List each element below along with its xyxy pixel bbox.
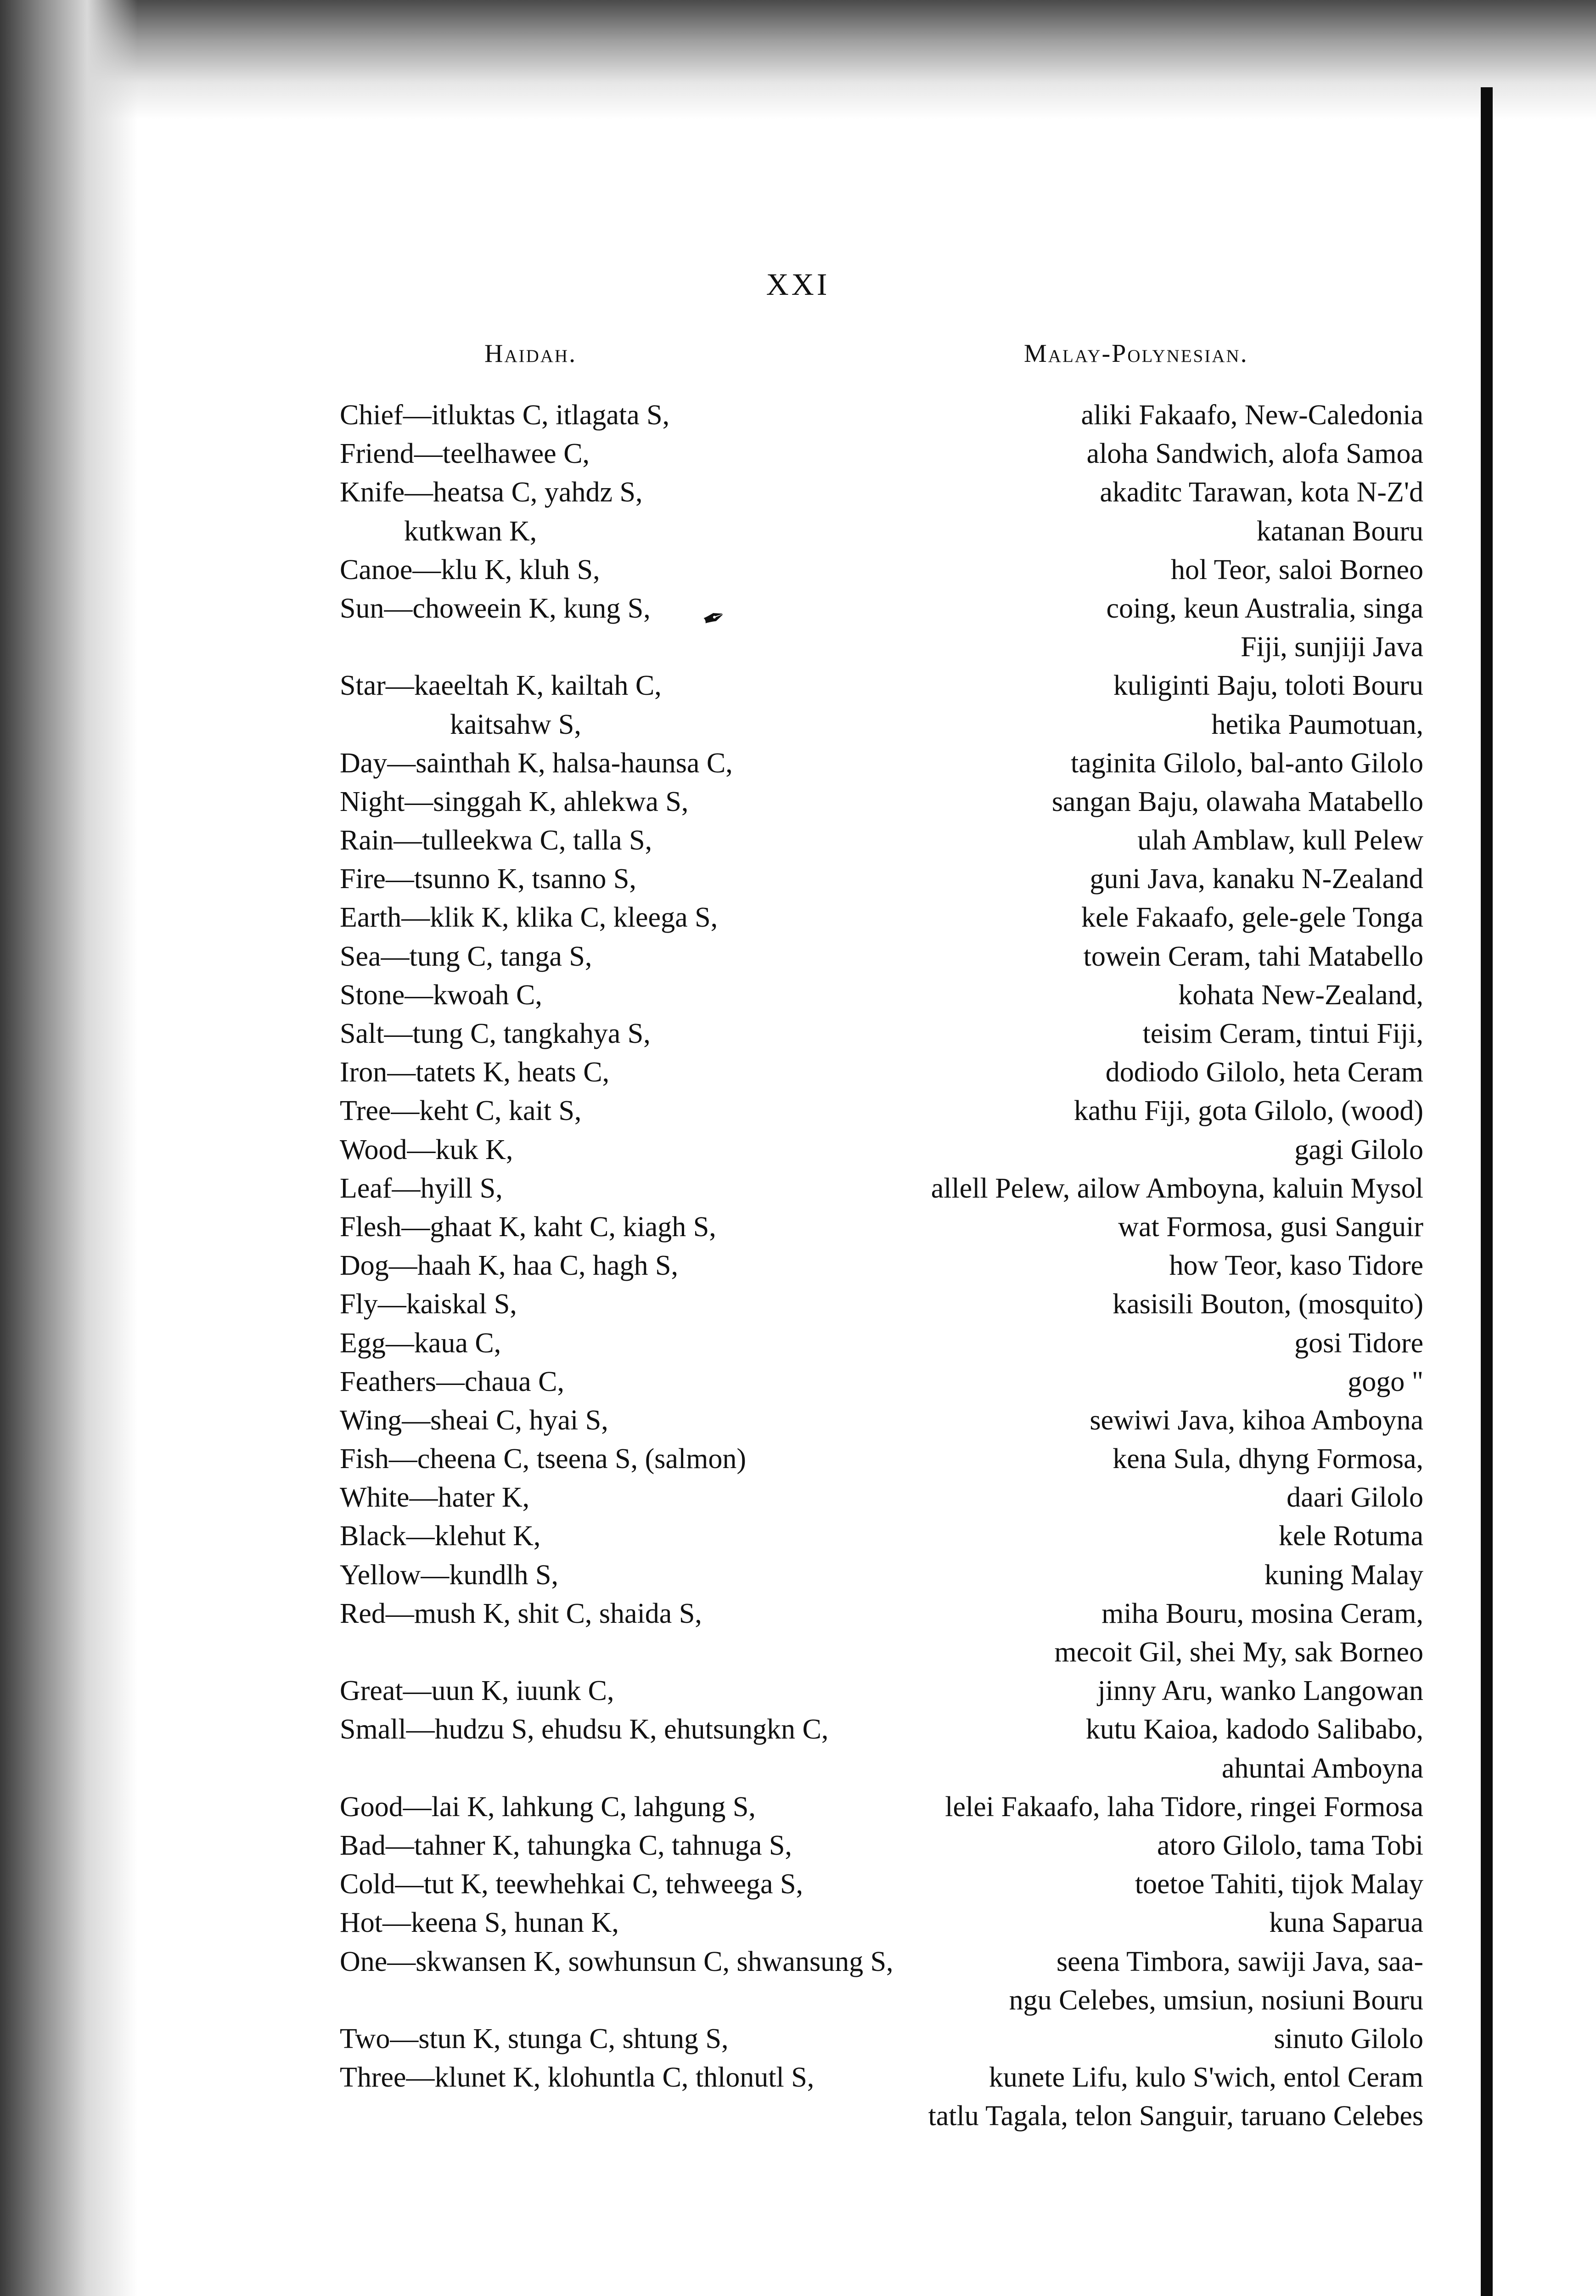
scan-shadow-top [0,0,1596,119]
right-vocab-line: toetoe Tahiti, tijok Malay [1135,1868,1423,1900]
right-vocab-line: ngu Celebes, umsiun, nosiuni Bouru [1009,1984,1423,2016]
left-vocab-line: Black—klehut K, [340,1520,541,1552]
right-vocab-line: hol Teor, saloi Borneo [1171,554,1423,585]
left-vocab-line: Hot—keena S, hunan K, [340,1907,619,1939]
right-vocab-line: katanan Bouru [1256,515,1423,547]
left-vocab-line: Red—mush K, shit C, shaida S, [340,1598,702,1629]
left-vocab-line: Leaf—hyill S, [340,1172,503,1204]
right-vocab-line: hetika Paumotuan, [1211,709,1423,740]
right-vocab-line: daari Gilolo [1287,1482,1423,1514]
left-vocab-line: Dog—haah K, haa C, hagh S, [340,1250,678,1282]
right-vocab-line: aliki Fakaafo, New-Caledonia [1081,400,1423,431]
left-vocab-line: Two—stun K, stunga C, shtung S, [340,2023,729,2054]
right-vocab-line: how Teor, kaso Tidore [1169,1250,1423,1282]
right-vocab-line: towein Ceram, tahi Matabello [1083,940,1423,972]
right-vocab-line: gosi Tidore [1294,1327,1423,1359]
right-vocab-line: allell Pelew, ailow Amboyna, kaluin Mysol [931,1172,1423,1204]
left-vocab-line: Earth—klik K, klika C, kleega S, [340,902,718,934]
right-vocab-line: kuliginti Baju, toloti Bouru [1113,670,1423,702]
ink-mark-icon: ✒ [698,600,731,636]
right-vocab-line: kasisili Bouton, (mosquito) [1113,1289,1423,1320]
right-vocab-line: ulah Amblaw, kull Pelew [1137,825,1423,856]
right-vocab-line: taginita Gilolo, bal-anto Gilolo [1071,747,1423,779]
left-vocab-line: Knife—heatsa C, yahdz S, [340,477,643,508]
right-vocab-line: ahuntai Amboyna [1221,1752,1423,1784]
left-vocab-line: Bad—tahner K, tahungka C, tahnuga S, [340,1829,792,1861]
right-vocab-line: kohata New-Zealand, [1178,979,1423,1011]
scan-shadow-left [0,0,138,2296]
page-edge-line [1481,87,1493,2296]
right-vocab-line: jinny Aru, wanko Langowan [1097,1675,1423,1707]
malay-polynesian-word-column [817,396,1423,2135]
right-vocab-line: kele Rotuma [1278,1520,1423,1552]
left-vocab-line: Day—sainthah K, halsa-haunsa C, [340,747,733,779]
left-vocab-line: Fish—cheena C, tseena S, (salmon) [340,1443,747,1475]
left-vocab-line: Feathers—chaua C, [340,1366,564,1397]
right-vocab-line: teisim Ceram, tintui Fiji, [1142,1018,1423,1049]
right-vocab-line: kutu Kaioa, kadodo Salibabo, [1085,1714,1423,1745]
left-vocab-line: Wood—kuk K, [340,1134,513,1165]
left-vocab-line: Good—lai K, lahkung C, lahgung S, [340,1791,756,1823]
left-vocab-line: Iron—tatets K, heats C, [340,1057,610,1088]
left-column-heading: Haidah. [484,339,577,368]
right-vocab-line: guni Java, kanaku N-Zealand [1090,863,1423,895]
left-vocab-line: One—skwansen K, sowhunsun C, shwansung S, [340,1946,894,1977]
left-vocab-line: kutkwan K, [404,515,537,547]
right-vocab-line: lelei Fakaafo, laha Tidore, ringei Formosa [945,1791,1423,1823]
right-vocab-line: miha Bouru, mosina Ceram, [1101,1598,1423,1629]
left-vocab-line: Egg—kaua C, [340,1327,501,1359]
right-vocab-line: tatlu Tagala, telon Sanguir, taruano Celebes [928,2100,1423,2132]
right-vocab-line: kuna Saparua [1269,1907,1423,1939]
right-vocab-line: dodiodo Gilolo, heta Ceram [1105,1057,1423,1088]
right-vocab-line: atoro Gilolo, tama Tobi [1157,1829,1423,1861]
right-vocab-line: mecoit Gil, shei My, sak Borneo [1054,1637,1423,1668]
right-vocab-line: sangan Baju, olawaha Matabello [1051,786,1423,817]
page-number: XXI [766,267,830,302]
left-vocab-line: Fire—tsunno K, tsanno S, [340,863,636,895]
right-vocab-line: coing, keun Australia, singa [1106,592,1423,624]
left-vocab-line: Tree—keht C, kait S, [340,1095,582,1127]
right-vocab-line: wat Formosa, gusi Sanguir [1118,1211,1423,1243]
left-vocab-line: White—hater K, [340,1482,530,1514]
left-vocab-line: Wing—sheai C, hyai S, [340,1404,608,1436]
left-vocab-line: Flesh—ghaat K, kaht C, kiagh S, [340,1211,716,1243]
left-vocab-line: Canoe—klu K, kluh S, [340,554,600,585]
right-column-heading: Malay-Polynesian. [1024,339,1248,368]
right-vocab-line: kuning Malay [1264,1559,1423,1591]
left-vocab-line: Friend—teelhawee C, [340,438,590,470]
right-vocab-line: Fiji, sunjiji Java [1241,631,1423,663]
left-vocab-line: Rain—tulleekwa C, talla S, [340,825,652,856]
right-vocab-line: gagi Gilolo [1294,1134,1423,1165]
left-vocab-line: Small—hudzu S, ehudsu K, ehutsungkn C, [340,1714,829,1745]
right-vocab-line: kena Sula, dhyng Formosa, [1113,1443,1423,1475]
left-vocab-line: Cold—tut K, teewhehkai C, tehweega S, [340,1868,804,1900]
left-vocab-line: Night—singgah K, ahlekwa S, [340,786,689,817]
left-vocab-line: Chief—itluktas C, itlagata S, [340,400,670,431]
left-vocab-line: Stone—kwoah C, [340,979,542,1011]
right-vocab-line: gogo " [1348,1366,1423,1397]
right-vocab-line: sewiwi Java, kihoa Amboyna [1090,1404,1423,1436]
left-vocab-line: Three—klunet K, klohuntla C, thlonutl S, [340,2062,815,2093]
right-vocab-line: seena Timbora, sawiji Java, saa- [1057,1946,1423,1977]
left-vocab-line: Sea—tung C, tanga S, [340,940,592,972]
right-vocab-line: kathu Fiji, gota Gilolo, (wood) [1073,1095,1423,1127]
left-vocab-line: Star—kaeeltah K, kailtah C, [340,670,662,702]
right-vocab-line: kunete Lifu, kulo S'wich, entol Ceram [989,2062,1423,2093]
left-vocab-line: Fly—kaiskal S, [340,1289,517,1320]
left-vocab-line: Salt—tung C, tangkahya S, [340,1018,651,1049]
left-vocab-line: Great—uun K, iuunk C, [340,1675,614,1707]
left-vocab-line: Yellow—kundlh S, [340,1559,559,1591]
right-vocab-line: akaditc Tarawan, kota N-Z'd [1100,477,1423,508]
right-vocab-line: aloha Sandwich, alofa Samoa [1086,438,1423,470]
left-vocab-line: kaitsahw S, [450,709,581,740]
right-vocab-line: kele Fakaafo, gele-gele Tonga [1081,902,1423,934]
left-vocab-line: Sun—choweein K, kung S, [340,592,651,624]
right-vocab-line: sinuto Gilolo [1274,2023,1423,2054]
